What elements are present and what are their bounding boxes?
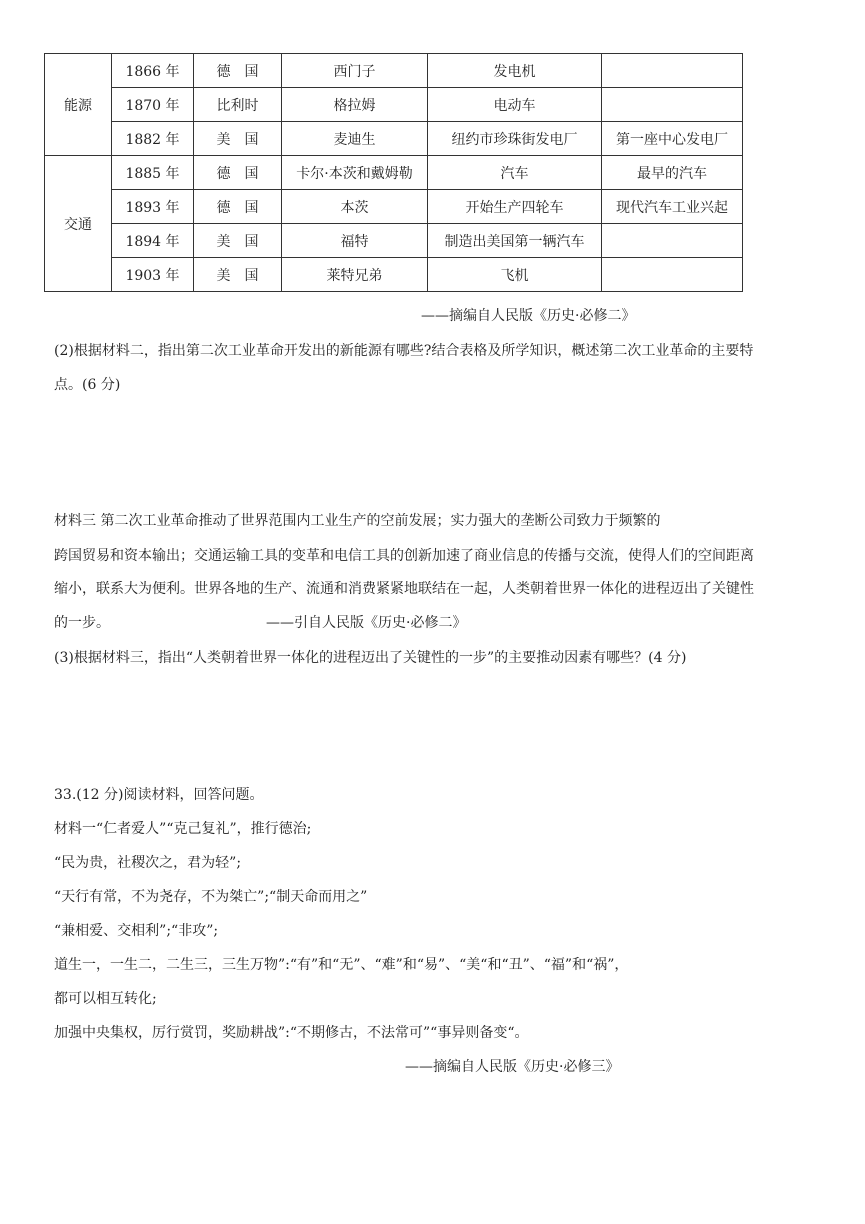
inventions-table xyxy=(44,53,743,292)
significance-cell: 最早的汽车 xyxy=(602,156,743,190)
category-cell: 交通 xyxy=(45,156,112,292)
year-cell: 1882 年 xyxy=(112,122,194,156)
significance-cell xyxy=(602,54,743,88)
inventor-cell: 麦迪生 xyxy=(282,122,428,156)
year-cell: 1893 年 xyxy=(112,190,194,224)
inventor-cell: 格拉姆 xyxy=(282,88,428,122)
question-2-line-2: 点。(6 分) xyxy=(54,377,121,393)
inventor-cell: 莱特兄弟 xyxy=(282,258,428,292)
significance-cell: 第一座中心发电厂 xyxy=(602,122,743,156)
inventor-cell: 卡尔·本茨和戴姆勒 xyxy=(282,156,428,190)
year-cell: 1894 年 xyxy=(112,224,194,258)
year-cell: 1870 年 xyxy=(112,88,194,122)
q33-material-line-5: 道生一，一生二，二生三，三生万物”:“有”和“无”、“难”和“易”、“美“和“丑”、“福”和“祸”， xyxy=(54,957,629,973)
significance-cell xyxy=(602,258,743,292)
country-cell: 美 国 xyxy=(194,258,282,292)
material-3-line-2: 跨国贸易和资本输出；交通运输工具的变革和电信工具的创新加速了商业信息的传播与交流，使得人们的空间距离 xyxy=(54,548,754,564)
q33-material-line-1: 材料一“仁者爱人”“克己复礼”，推行德治; xyxy=(54,821,312,837)
q33-material-line-2: “民为贵，社稷次之，君为轻”; xyxy=(54,855,242,871)
country-cell: 美 国 xyxy=(194,122,282,156)
q33-source: ——摘编自人民版《历史·必修三》 xyxy=(405,1059,620,1075)
question-3-line-1: (3)根据材料三，指出“人类朝着世界一体化的进程迈出了关键性的一步”的主要推动因素有哪些？(4 分) xyxy=(54,650,687,666)
country-cell: 比利时 xyxy=(194,88,282,122)
invention-cell: 电动车 xyxy=(428,88,602,122)
country-cell: 德 国 xyxy=(194,54,282,88)
inventor-cell: 西门子 xyxy=(282,54,428,88)
q33-material-line-7: 加强中央集权，厉行赏罚，奖励耕战”:“不期修古，不法常可”“事异则备变“。 xyxy=(54,1025,529,1041)
invention-cell: 制造出美国第一辆汽车 xyxy=(428,224,602,258)
table-row xyxy=(45,190,743,224)
question-33-heading: 33.(12 分)阅读材料，回答问题。 xyxy=(54,787,264,803)
country-cell: 德 国 xyxy=(194,156,282,190)
material-3-line-4: 的一步。 xyxy=(54,615,110,631)
material-3-line-1: 材料三 第二次工业革命推动了世界范围内工业生产的空前发展；实力强大的垄断公司致力于频繁的 xyxy=(54,513,661,529)
inventor-cell: 本茨 xyxy=(282,190,428,224)
category-cell: 能源 xyxy=(45,54,112,156)
q33-material-line-6: 都可以相互转化; xyxy=(54,991,157,1007)
invention-cell: 汽车 xyxy=(428,156,602,190)
invention-cell: 纽约市珍珠街发电厂 xyxy=(428,122,602,156)
q33-material-line-4: “兼相爱、交相利”;“非攻”; xyxy=(54,923,219,939)
invention-cell: 飞机 xyxy=(428,258,602,292)
year-cell: 1866 年 xyxy=(112,54,194,88)
material-3-line-3: 缩小，联系大为便利。世界各地的生产、流通和消费紧紧地联结在一起，人类朝着世界一体化的进程迈出了关键性 xyxy=(54,581,754,597)
table-row xyxy=(45,258,743,292)
significance-cell xyxy=(602,224,743,258)
significance-cell xyxy=(602,88,743,122)
table-row xyxy=(45,54,743,88)
table-row xyxy=(45,156,743,190)
table-row xyxy=(45,122,743,156)
invention-cell: 开始生产四轮车 xyxy=(428,190,602,224)
inventor-cell: 福特 xyxy=(282,224,428,258)
table-source: ——摘编自人民版《历史·必修二》 xyxy=(421,308,636,324)
table-row xyxy=(45,224,743,258)
table-row xyxy=(45,88,743,122)
q33-material-line-3: “天行有常，不为尧存，不为桀亡”;“制天命而用之” xyxy=(54,889,368,905)
country-cell: 美 国 xyxy=(194,224,282,258)
year-cell: 1903 年 xyxy=(112,258,194,292)
invention-cell: 发电机 xyxy=(428,54,602,88)
material-3-source: ——引自人民版《历史·必修二》 xyxy=(266,615,467,631)
year-cell: 1885 年 xyxy=(112,156,194,190)
question-2-line-1: (2)根据材料二，指出第二次工业革命开发出的新能源有哪些?结合表格及所学知识，概述第二次工业革命的主要特 xyxy=(54,343,754,359)
country-cell: 德 国 xyxy=(194,190,282,224)
significance-cell: 现代汽车工业兴起 xyxy=(602,190,743,224)
